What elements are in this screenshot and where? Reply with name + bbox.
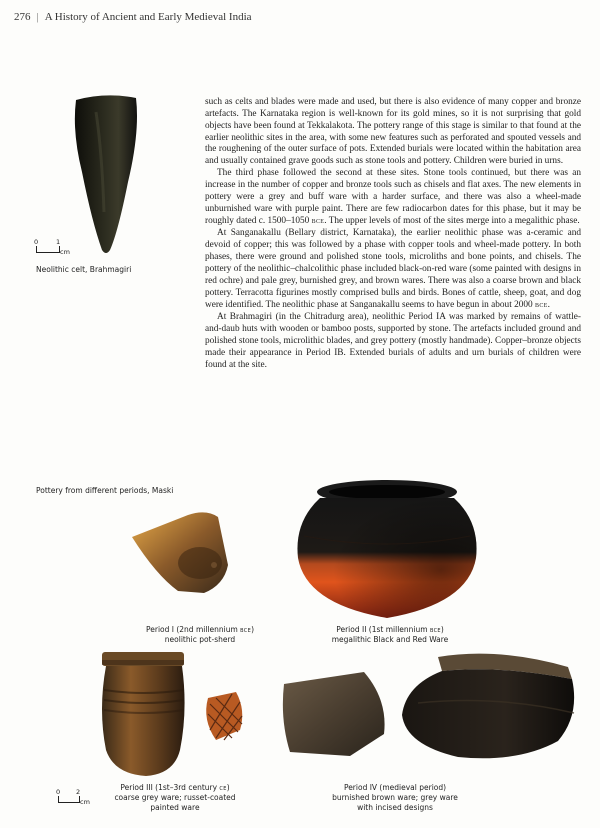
period-3-caption-line-3: painted ware (150, 803, 200, 812)
paragraph-2 (205, 168, 581, 228)
paragraph-2-era: bce (311, 216, 325, 226)
period-2-caption (315, 625, 465, 645)
period-4-caption (325, 783, 465, 813)
period-1-caption-line-2: neolithic pot-sherd (164, 635, 236, 644)
celt-caption: Neolithic celt, Brahmagiri (36, 265, 132, 274)
celt-scale-zero: 0 (34, 238, 39, 246)
period-3-painted-sherd-image (202, 690, 246, 742)
pottery-scale-zero: 0 (56, 788, 61, 796)
period-2-caption-line-2: megalithic Black and Red Ware (331, 635, 449, 644)
period-3-caption-line-1 (110, 783, 240, 793)
book-title: A History of Ancient and Early Medieval India (44, 11, 252, 23)
page-number: 276 (14, 11, 31, 23)
paragraph-2-text: The third phase followed the second at these sites. Stone tools continued, but there was an increase in the number of copper and bronze tools such as chisels and flat axes. The new elements in pottery were a grey and buff ware with a harder surface, and there was also a wheel-made unburnished ware with purple paint. There are few radiocarbon dates for this phase, but it may be roughly dated (205, 168, 581, 227)
period-3-era: ce (219, 784, 227, 792)
period-3-close: ) (226, 783, 230, 792)
period-4-caption-line-2: burnished brown ware; grey ware (332, 793, 458, 802)
paragraph-3-era: bce (535, 300, 548, 310)
period-1-close: ) (251, 625, 254, 634)
paragraph-2-date: c. 1500–1050 (258, 216, 310, 227)
period-3-label: Period III (1st–3rd century (120, 783, 220, 792)
pottery-scale-unit: cm (80, 798, 90, 806)
body-text (205, 97, 581, 371)
paragraph-4: At Brahmagiri (in the Chitradurg area), neolithic Period IA was marked by remains of wattle-and-daub huts with wooden or bamboo posts, supported by stone. The artefacts included ground and polished stone tools, microlithic blades, and grey pottery (mostly handmade). Copper–bronze objects made their appearance in Period IB. Extended burials of adults and urn burials of children were found at the site. (205, 312, 581, 370)
period-1-sherd-image (130, 505, 232, 597)
period-3-caption (110, 783, 240, 813)
period-3-caption-line-2: coarse grey ware; russet-coated (114, 793, 236, 802)
period-4-caption-line-1: Period IV (medieval period) (343, 783, 447, 792)
period-1-caption (130, 625, 270, 645)
period-4-caption-line-3: with incised designs (357, 803, 433, 812)
header-separator: | (36, 11, 39, 23)
period-2-caption-line-1 (315, 625, 465, 635)
period-2-pot-image (292, 478, 482, 622)
period-2-close: ) (440, 625, 444, 634)
paragraph-3 (205, 228, 581, 312)
pottery-scale-bar (56, 788, 98, 806)
celt-scale-line (36, 246, 60, 253)
pottery-scale-two: 2 (76, 788, 81, 796)
neolithic-celt-image (66, 92, 146, 257)
paragraph-3-end: . (547, 300, 550, 311)
paragraph-2-end: . The upper levels of most of the sites merge into a megalithic phase. (324, 216, 580, 227)
period-2-label: Period II (1st millennium (336, 625, 430, 634)
period-3-vessel-image (96, 650, 192, 778)
paragraph-1: such as celts and blades were made and used, but there is also evidence of many copper and bronze artefacts. The Karnataka region is well-known for its gold mines, so it is not surprising that gold objects have been found at Tekkalakota. The pottery range of this stage is similar to that found at the earlier neolithic sites in the area, with some new features such as perforated and spouted vessels and the roughening of the outer surface of pots. Extended burials were located within the habitation area and usually contained grave goods such as stone tools and pottery. Children were buried in urns. (205, 97, 581, 167)
pottery-caption: Pottery from different periods, Maski (36, 486, 174, 495)
period-2-era: bce (429, 626, 441, 634)
paragraph-3-text: At Sanganakallu (Bellary district, Karnataka), the earlier neolithic phase was a-ceramic and devoid of copper; this was followed by a phase with copper tools and wheel-made pottery. In both phases, there were ground and polished stone tools, microliths and bone points, and chisels. The pottery of the neolithic–chalcolithic phase included black-on-red ware (some painted with designs in red ochre) and pale grey, burnished grey, and brown wares. There was also a coarse brown and black pottery. Terracotta figurines mostly comprised bulls and birds. Bones of cattle, sheep, goat, and dog were identified. The neolithic phase at Sanganakallu seems to have begun in about 2000 (205, 228, 581, 311)
period-4-sherd-image (280, 670, 392, 760)
period-4-vessel-image (398, 645, 580, 763)
period-1-caption-line-1 (130, 625, 270, 635)
running-header (14, 11, 252, 23)
period-1-era: bce (240, 626, 252, 634)
period-1-label: Period I (2nd millennium (145, 625, 241, 634)
pottery-scale-line (58, 796, 80, 803)
celt-scale-one: 1 (56, 238, 61, 246)
celt-scale-unit: cm (60, 248, 70, 256)
celt-scale-bar (34, 238, 70, 256)
